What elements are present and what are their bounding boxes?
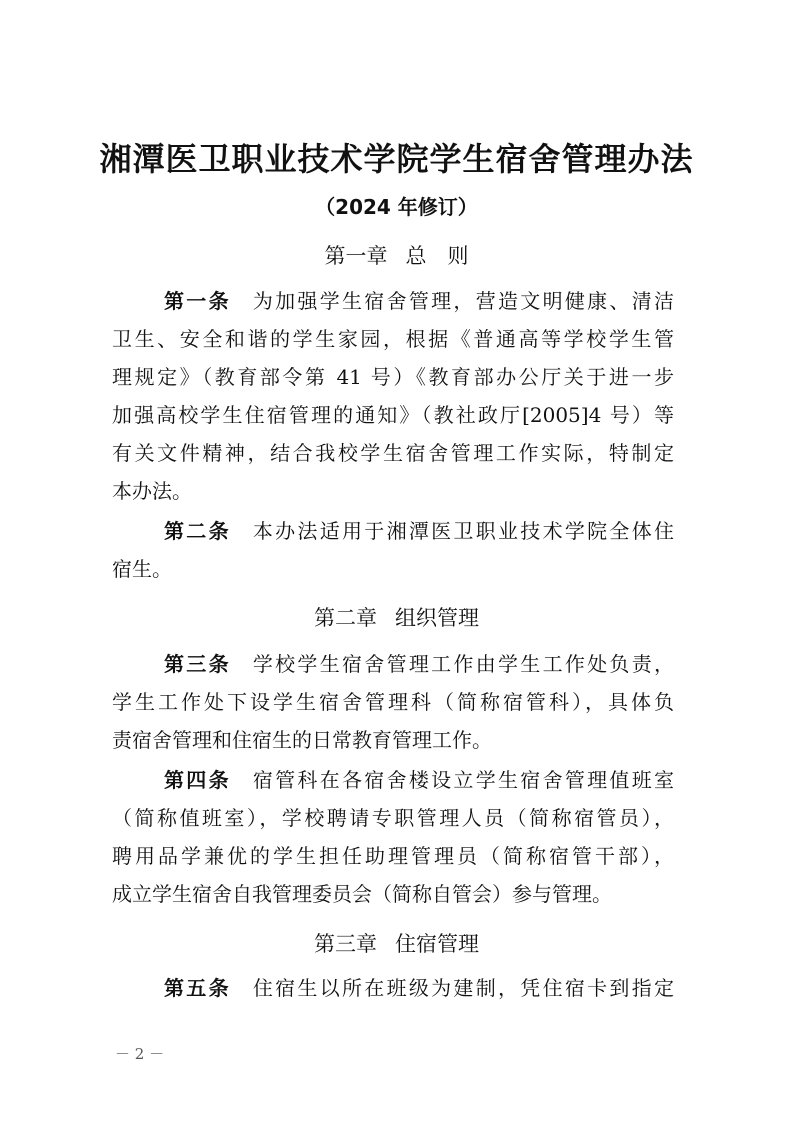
- chapter-heading-1: [0, 240, 793, 270]
- article-label: 第二条: [164, 519, 231, 543]
- article-line: [164, 517, 674, 545]
- chapter-heading-2: [0, 602, 793, 632]
- article-text: 本办法适用于湘潭医卫职业技术学院全体住: [252, 519, 675, 543]
- article-text: 为加强学生宿舍管理，营造文明健康、清洁: [252, 289, 675, 313]
- article-label: 第四条: [164, 768, 231, 792]
- page-number: － 2 －: [115, 1045, 165, 1063]
- article-line: 加强高校学生住宿管理的通知》（教社政厅[2005]4 号）等: [112, 403, 674, 427]
- article-line: 聘用品学兼优的学生担任助理管理员（简称宿管干部），: [112, 844, 674, 868]
- article-text: 住宿生以所在班级为建制，凭住宿卡到指定: [252, 976, 675, 1000]
- article-label: 第五条: [164, 976, 231, 1000]
- article-line: 本办法。: [112, 479, 192, 503]
- article-line: 理规定》（教育部令第 41 号）《教育部办公厅关于进一步: [112, 365, 674, 389]
- article-line: 卫生、安全和谐的学生家园，根据《普通高等学校学生管: [112, 327, 674, 351]
- chapter-label: 第二章: [314, 606, 377, 630]
- article-label: 第一条: [164, 289, 231, 313]
- chapter-name: 住宿管理: [395, 932, 479, 956]
- document-title: 湘潭医卫职业技术学院学生宿舍管理办法: [99, 140, 694, 178]
- article-line: [164, 650, 674, 678]
- article-text: 学校学生宿舍管理工作由学生工作处负责，: [252, 652, 675, 676]
- chapter-heading-3: [0, 928, 793, 958]
- document-subtitle: （2024 年修订）: [315, 195, 478, 219]
- article-line: 责宿舍管理和住宿生的日常教育管理工作。: [112, 728, 492, 752]
- article-line: 成立学生宿舍自我管理委员会（简称自管会）参与管理。: [112, 882, 612, 906]
- chapter-label: 第一章: [324, 244, 388, 268]
- article-line: [164, 287, 674, 315]
- article-line: [164, 766, 674, 794]
- article-line: 宿生。: [112, 557, 172, 581]
- article-line: 有关文件精神，结合我校学生宿舍管理工作实际，特制定: [112, 441, 674, 465]
- article-line: 学生工作处下设学生宿舍管理科（简称宿管科），具体负: [112, 690, 674, 714]
- chapter-name: 总 则: [405, 244, 469, 268]
- article-line: （简称值班室），学校聘请专职管理人员（简称宿管员），: [112, 806, 674, 830]
- article-line: [164, 974, 674, 1002]
- chapter-label: 第三章: [314, 932, 377, 956]
- article-label: 第三条: [164, 652, 231, 676]
- article-text: 宿管科在各宿舍楼设立学生宿舍管理值班室: [252, 768, 675, 792]
- chapter-name: 组织管理: [395, 606, 479, 630]
